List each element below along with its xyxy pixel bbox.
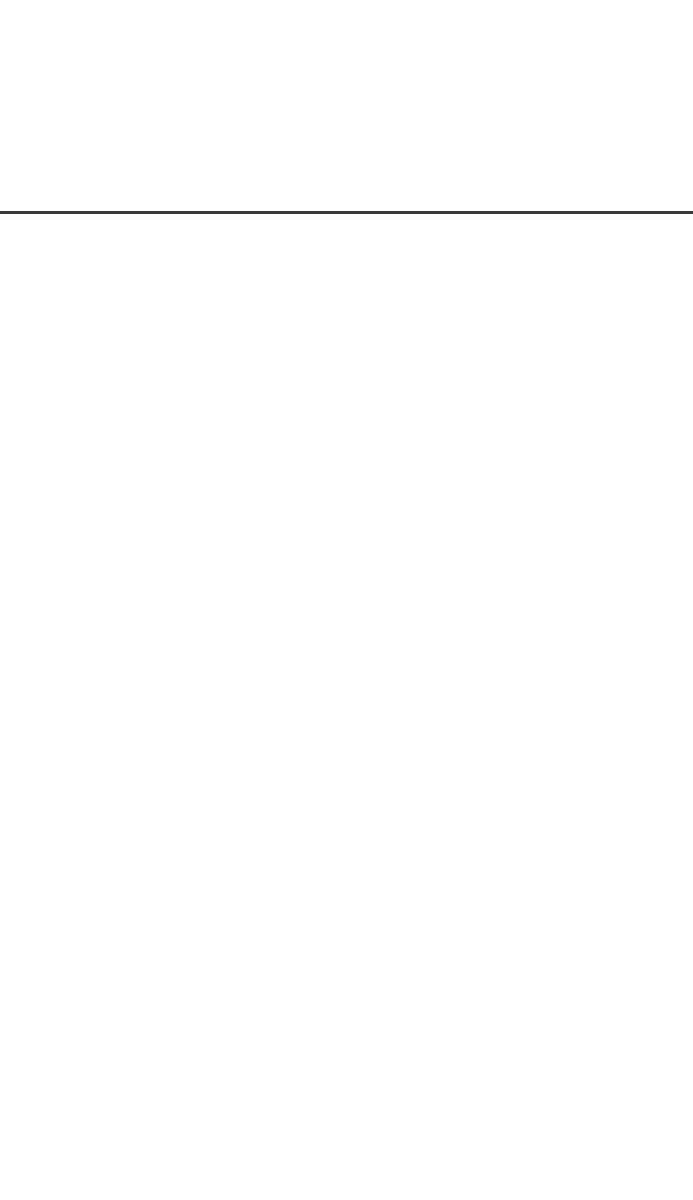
running-head <box>18 256 673 286</box>
page-divider <box>0 211 693 214</box>
